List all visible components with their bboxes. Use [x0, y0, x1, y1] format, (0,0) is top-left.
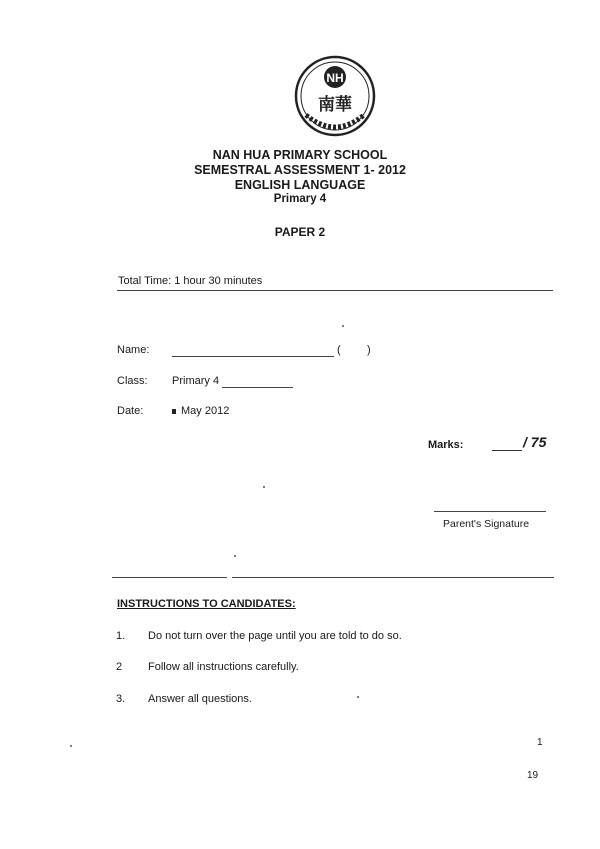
subject-title: ENGLISH LANGUAGE	[234, 178, 366, 192]
page-number: 1	[537, 737, 543, 748]
class-label: Class:	[117, 375, 148, 387]
signature-field[interactable]	[434, 511, 546, 512]
instruction-text: Answer all questions.	[148, 693, 252, 705]
index-paren-open: (	[337, 344, 341, 356]
name-field[interactable]	[172, 356, 334, 357]
instructions-heading: INSTRUCTIONS TO CANDIDATES:	[117, 598, 296, 610]
date-value: May 2012	[181, 405, 230, 417]
speck	[357, 696, 359, 698]
speck	[234, 555, 236, 557]
class-value: Primary 4	[172, 375, 220, 387]
svg-text:NH: NH	[326, 71, 344, 85]
instruction-text: Do not turn over the page until you are told to do so.	[148, 630, 402, 642]
paper-title: PAPER 2	[274, 225, 326, 239]
class-field[interactable]	[222, 387, 293, 388]
date-value-wrap	[172, 405, 229, 417]
instruction-text: Follow all instructions carefully.	[148, 661, 299, 673]
total-time: Total Time: 1 hour 30 minutes	[118, 275, 263, 287]
date-label: Date:	[117, 405, 144, 417]
divider-top	[117, 290, 553, 291]
level-title: Primary 4	[273, 193, 327, 205]
instruction-number: 2	[116, 661, 123, 673]
speck	[70, 745, 72, 747]
school-name: NAN HUA PRIMARY SCHOOL	[212, 148, 388, 162]
assessment-title: SEMESTRAL ASSESSMENT 1- 2012	[194, 163, 406, 177]
marks-field[interactable]	[492, 450, 522, 451]
instruction-number: 1.	[116, 630, 126, 642]
index-paren-close: )	[367, 344, 371, 356]
date-blank-mark	[172, 409, 176, 414]
svg-text:南華: 南華	[318, 95, 352, 115]
signature-label: Parent's Signature	[443, 518, 530, 530]
name-label: Name:	[117, 344, 150, 356]
speck	[263, 486, 265, 488]
marks-total: / 75	[523, 434, 547, 450]
marks-label: Marks:	[428, 439, 464, 451]
divider-right	[232, 577, 554, 578]
speck	[342, 325, 344, 327]
instruction-number: 3.	[116, 693, 126, 705]
divider-left	[112, 577, 227, 578]
corner-mark: 19	[527, 770, 539, 781]
school-logo	[294, 55, 376, 137]
